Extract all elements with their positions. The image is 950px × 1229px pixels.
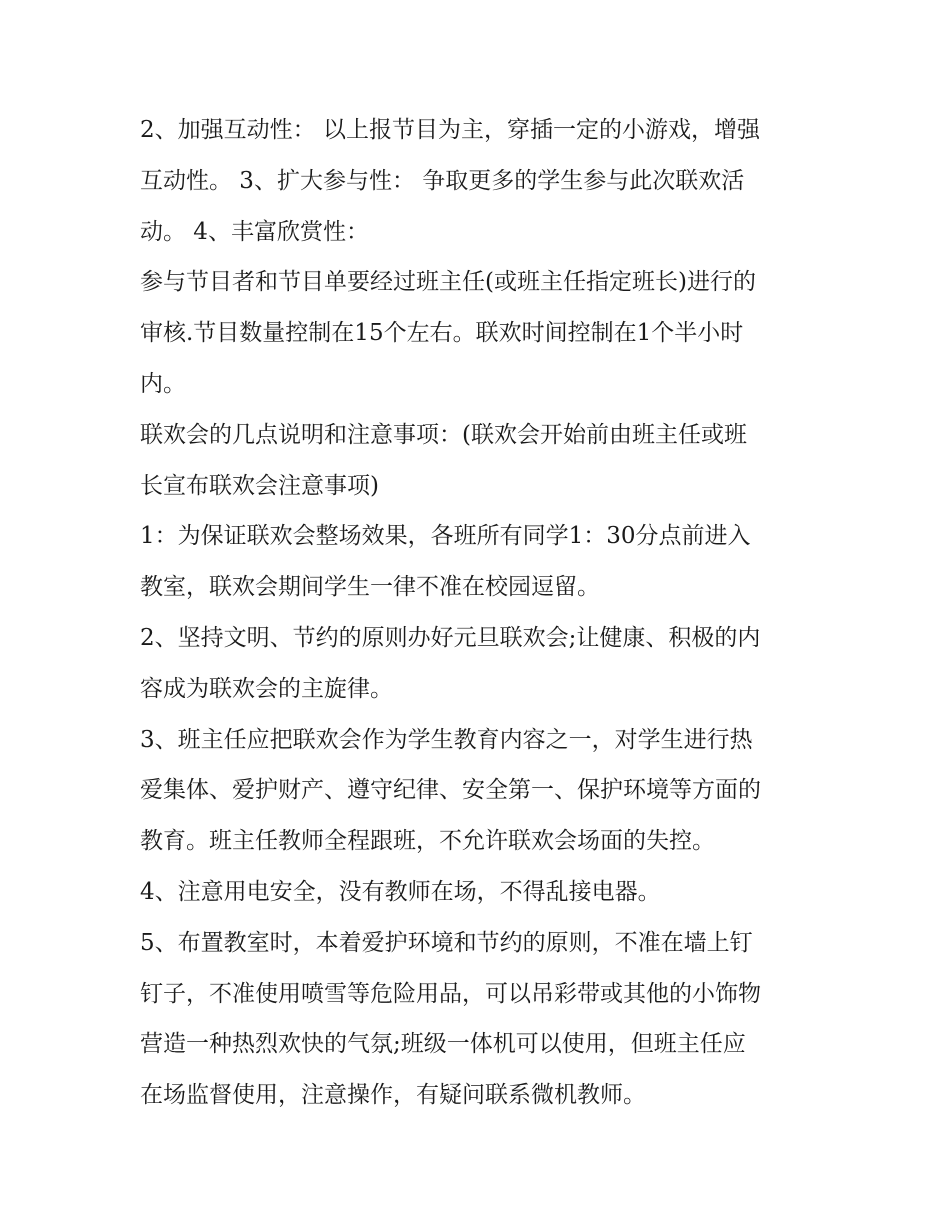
text-line: 2、加强互动性： 以上报节目为主，穿插一定的小游戏，增强 (140, 117, 760, 143)
text-line: 在场监督使用，注意操作，有疑问联系微机教师。 (140, 1082, 646, 1109)
text-line: 动。 4、丰富欣赏性： (140, 218, 369, 245)
text-line: 4、注意用电安全，没有教师在场，不得乱接电器。 (140, 878, 661, 905)
text-line: 互动性。 3、扩大参与性： 争取更多的学生参与此次联欢活 (140, 167, 745, 194)
text-line: 参与节目者和节目单要经过班主任(或班主任指定班长)进行的 (140, 269, 756, 296)
text-line: 内。 (140, 370, 186, 397)
text-line: 容成为联欢会的主旋律。 (140, 675, 393, 702)
text-line: 长宣布联欢会注意事项) (140, 472, 379, 499)
text-line: 营造一种热烈欢快的气氛;班级一体机可以使用，但班主任应 (140, 1031, 746, 1058)
text-line: 1：为保证联欢会整场效果，各班所有同学1：30分点前进入 (140, 523, 751, 550)
text-line: 3、班主任应把联欢会作为学生教育内容之一，对学生进行热 (140, 726, 753, 753)
text-line: 教室，联欢会期间学生一律不准在校园逗留。 (140, 574, 600, 601)
text-line: 钉子，不准使用喷雪等危险用品，可以吊彩带或其他的小饰物 (140, 980, 761, 1007)
text-line: 审核.节目数量控制在15个左右。联欢时间控制在1个半小时 (140, 320, 744, 347)
text-line: 爱集体、爱护财产、遵守纪律、安全第一、保护环境等方面的 (140, 777, 761, 804)
text-line: 2、坚持文明、节约的原则办好元旦联欢会;让健康、积极的内 (140, 624, 761, 651)
text-line: 5、布置教室时，本着爱护环境和节约的原则，不准在墙上钉 (140, 929, 753, 956)
document-body (140, 105, 820, 1121)
text-line: 联欢会的几点说明和注意事项：(联欢会开始前由班主任或班 (140, 421, 747, 448)
text-line: 教育。班主任教师全程跟班，不允许联欢会场面的失控。 (140, 828, 715, 855)
